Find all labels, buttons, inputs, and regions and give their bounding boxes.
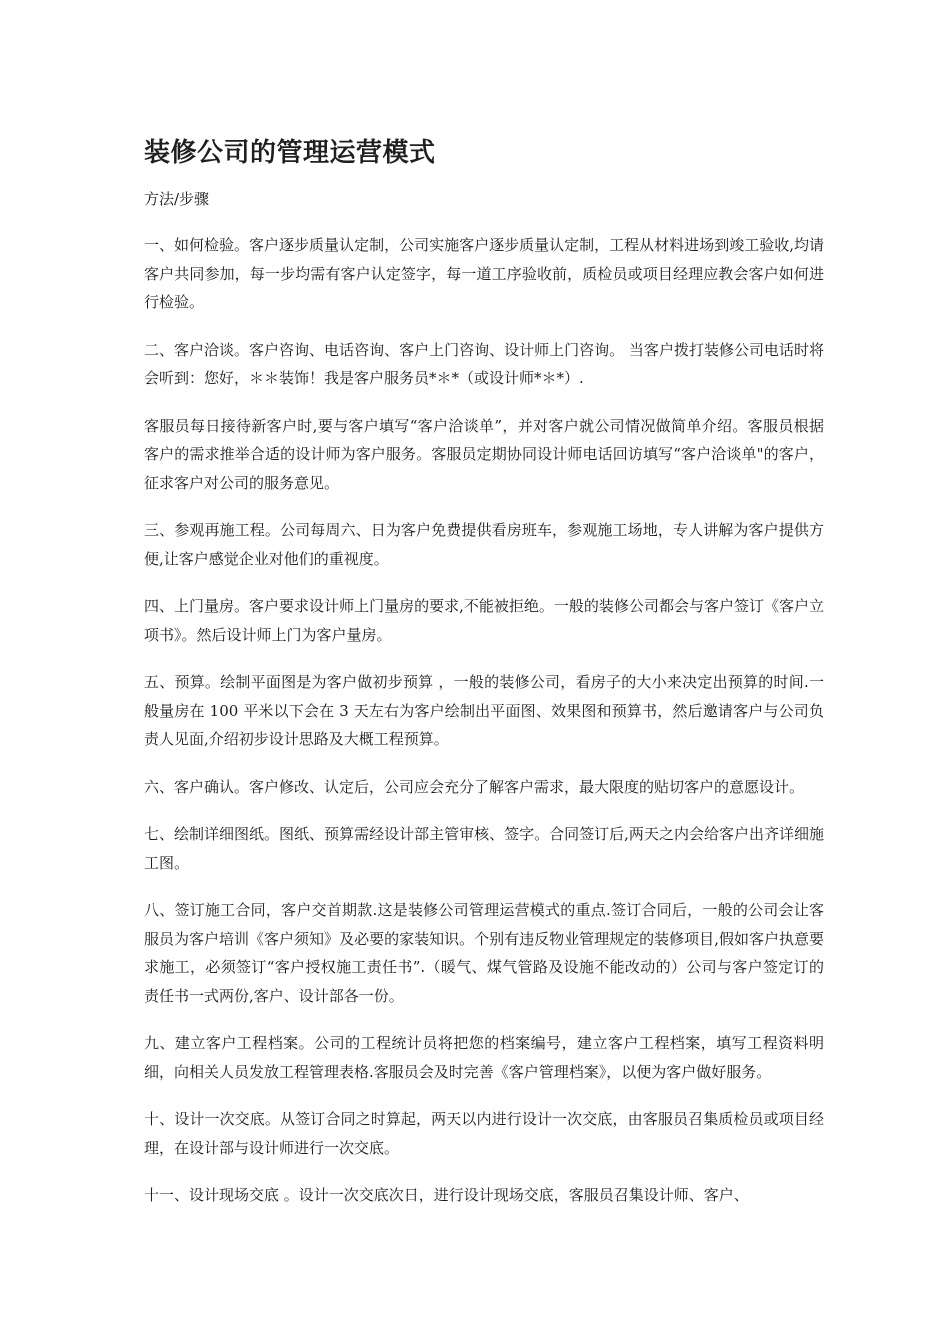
- paragraph-measurement: 四、上门量房。客户要求设计师上门量房的要求,不能被拒绝。一般的装修公司都会与客户签订《客户立项书》。然后设计师上门为客户量房。: [144, 597, 824, 644]
- paragraph-reception: 客服员每日接待新客户时,要与客户填写“客户洽谈单”，并对客户就公司情况做简单介绍。客服员根据客户的需求推举合适的设计师为客户服务。客服员定期协同设计师电话回访填写“客户洽谈单"的客户，征求客户对公司的服务意见。: [144, 416, 824, 492]
- paragraph-onsite-briefing: 十一、设计现场交底 。设计一次交底次日，进行设计现场交底，客服员召集设计师、客户、: [144, 1186, 749, 1204]
- document-content: [144, 133, 824, 1229]
- paragraph-contract: 八、签订施工合同，客户交首期款.这是装修公司管理运营模式的重点.签订合同后，一般的公司会让客服员为客户培训《客户须知》及必要的家装知识。个别有违反物业管理规定的装修项目,假如客户执意要求施工，必须签订“客户授权施工责任书”.（暖气、煤气管路及设施不能改动的）公司与客户签定订的责任书一式两份,客户、设计部各一份。: [144, 901, 824, 1005]
- document-subtitle: 方法/步骤: [144, 190, 210, 208]
- paragraph-confirmation: 六、客户确认。客户修改、认定后，公司应会充分了解客户需求，最大限度的贴切客户的意愿设计。: [144, 777, 805, 796]
- paragraph-inspection: 一、如何检验。客户逐步质量认定制，公司实施客户逐步质量认定制，工程从材料进场到竣工验收,均请客户共同参加，每一步均需有客户认定签字，每一道工序验收前，质检员或项目经理应教会客户如何进行检验。: [144, 236, 824, 311]
- paragraph-consultation: 二、客户洽谈。客户咨询、电话咨询、客户上门咨询、设计师上门咨询。 当客户拨打装修公司电话时将会听到：您好，＊＊装饰！我是客户服务员*＊*（或设计师*＊*）.: [144, 340, 824, 387]
- document-title: 装修公司的管理运营模式: [144, 138, 436, 168]
- paragraph-budget: 五、预算。绘制平面图是为客户做初步预算 ，一般的装修公司，看房子的大小来决定出预算的时间.一般量房在 100 平米以下会在 3 天左右为客户绘制出平面图、效果图和预算书，然后邀请客户与公司负责人见面,介绍初步设计思路及大概工程预算。: [144, 673, 824, 748]
- paragraph-archive: 九、建立客户工程档案。公司的工程统计员将把您的档案编号，建立客户工程档案，填写工程资料明细，向相关人员发放工程管理表格.客服员会及时完善《客户管理档案》，以便为客户做好服务。: [144, 1034, 824, 1081]
- paragraph-drawings: 七、绘制详细图纸。图纸、预算需经设计部主管审核、签字。合同签订后,两天之内会给客户出齐详细施工图。: [144, 825, 824, 872]
- paragraph-site-visit: 三、参观再施工程。公司每周六、日为客户免费提供看房班车，参观施工场地，专人讲解为客户提供方便,让客户感觉企业对他们的重视度。: [144, 521, 824, 568]
- paragraph-design-briefing: 十、设计一次交底。从签订合同之时算起，两天以内进行设计一次交底，由客服员召集质检员或项目经理，在设计部与设计师进行一次交底。: [144, 1110, 824, 1157]
